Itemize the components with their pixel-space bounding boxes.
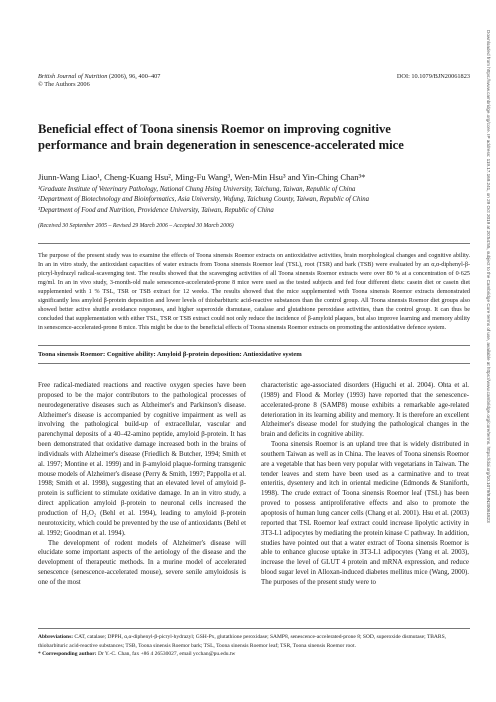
- body-paragraph: The development of rodent models of Alzheimer's disease will elucidate some important aspects of the aetiology of the disease and the development of therapeutic methods. In a murine model of accelerated senescence (senescence-accelerated mouse), severe senile amyloidosis is one of the most: [38, 539, 246, 586]
- journal-name: British Journal of Nutrition: [38, 73, 108, 80]
- received-dates: (Received 30 September 2005 – Revised 29 March 2006 – Accepted 30 March 2006): [38, 223, 234, 229]
- journal-citation: [38, 73, 160, 89]
- author-list: Jiunn-Wang Liao¹, Cheng-Kuang Hsu², Ming-Fu Wang³, Wen-Min Hsu³ and Yin-Ching Chan³*: [38, 172, 366, 182]
- body-paragraph: Free radical-mediated reactions and reactive oxygen species have been proposed to be the major contributors to the pathological processes of neurodegenerative diseases such as Alzheimer's and Parkinson's disease. Alzheimer's disease is accompanied by cognitive impairment as well as involving the pathological build-up of extracellular, vascular and parenchymal deposits of a 40–42-amino peptide, amyloid β-protein. It has been demonstrated that oxidative damage increased both in the brains of individuals with Alzheimer's disease (Friedlich & Butcher, 1994; Smith et al. 1997; Montine et al. 1999) and in β-amyloid plaque-forming transgenic mouse models of Alzheimer's disease (Perry & Smith, 1997; Pappolla et al. 1998; Smith et al. 1998), suggesting that an elevated level of amyloid β-protein is sufficient to stimulate oxidative damage. In an in vitro study, a direct application amyloid β-protein to neuronal cells increased the production of H₂O₂ (Behl et al. 1994), leading to amyloid β-protein neurotoxicity, which could be prevented by the use of antioxidants (Behl et al. 1992; Goodman et al. 1994).: [38, 382, 246, 537]
- doi-label: DOI: 10.1079/BJN20061823: [396, 73, 470, 80]
- corresponding-author-text: Dr Y.-C. Chan, fax +86 4 26530027, email ycchan@pu.edu.tw: [96, 651, 236, 658]
- journal-volume-pages: (2006), 96, 400–407: [107, 73, 161, 80]
- body-column-left: [38, 381, 246, 588]
- abbreviations-footnote: [38, 633, 470, 650]
- abstract-bottom-rule: [38, 345, 470, 346]
- download-notice-sidebar: Downloaded from https://www.cambridge.org/core. IP address: 119.17.169.241, on 29 Oct 2019 at 20:54:55, subject to the Cambridge Core terms of use, available at https://www.cambridge.org/core/terms. https://doi.org/10.1079/BJN20061823: [486, 30, 491, 523]
- copyright-line: © The Authors 2006: [38, 81, 90, 88]
- body-paragraph: characteristic age-associated disorders (Higuchi et al. 2004). Ohta et al. (1989) and Flood & Morley (1993) have reported that the senescence-accelerated-prone 8 (SAMP8) mouse exhibits a remarkable age-related deterioration in its learning ability and memory. It is therefore an excellent Alzheimer's disease model for studying the pathological changes in the brain and deficits in cognitive ability.: [261, 382, 469, 439]
- article-title: Beneficial effect of Toona sinensis Roemor on improving cognitive performance and brain degeneration in senescence-accelerated mice: [38, 122, 404, 152]
- keywords-bottom-rule: [38, 363, 470, 364]
- abstract-text: The purpose of the present study was to examine the effects of Toona sinensis Roemor extracts on antioxidative activities, brain morphological changes and cognitive ability. In an in vitro study, the antioxidant capacities of water extracts from Toona sinensis Roemor leaf (TSL), root (TSR) and bark (TSB) were evaluated by an α,α-diphenyl-β-picryl-hydrazyl radical-scavenging test. The results showed that the scavenging activities of all Toona sinensis Roemor extracts were over 80 % at a concentration of 0·625 mg/ml. In an in vivo study, 3-month-old male senescence-accelerated-prone 8 mice were used as the tested subjects and fed four different diets: casein diet or casein diet supplemented with 1 % TSL, TSR or TSB extract for 12 weeks. The results showed that the mice supplemented with Toona sinensis Roemor extracts demonstrated significantly less amyloid β-protein deposition and lower levels of thiobarbituric acid-reactive substances than the control group. All Toona sinensis Roemor diet groups also showed better active shuttle avoidance responses, and higher superoxide dismutase, catalase and glutathione peroxidase activities, than the control group. It can thus be concluded that supplementation with either TSL, TSR or TSB extract could not only reduce the incidence of β-amyloid plaques, but also improve learning and memory ability in senescence-accelerated-prone 8 mice. This might be due to the beneficial effects of Toona sinensis Roemor extracts on promoting the antioxidative defence system.: [38, 253, 470, 332]
- footnotes: [38, 633, 470, 659]
- affiliation-3: ³Department of Food and Nutrition, Providence University, Taiwan, Republic of China: [38, 206, 274, 214]
- affiliation-1: ¹Graduate Institute of Veterinary Pathology, National Chung Hsing University, Taichung, Taiwan, Republic of China: [38, 186, 356, 193]
- abbreviations-label: Abbreviations:: [38, 634, 74, 640]
- corresponding-author-footnote: [38, 650, 470, 659]
- body-paragraph: Toona sinensis Roemor is an upland tree that is widely distributed in southern Taiwan as well as in China. The leaves of Toona sinensis Roemor are a vegetable that has been very popular with vegetarians in Taiwan. The tender leaves and stem have been used as a carminative and to treat enteritis, dysentery and itch in oriental medicine (Edmonds & Staniforth, 1998). The crude extract of Toona sinensis Roemor leaf (TSL) has been proved to possess antiproliferative effects and also to promote the apoptosis of human lung cancer cells (Chang et al. 2001). Hsu et al. (2003) reported that TSL Roemor leaf extract could increase lipolytic activity in 3T3-L1 adipocytes by mediating the protein kinase C pathway. In addition, studies have pointed out that a water extract of Toona sinensis Roemor is able to enhance glucose uptake in 3T3-L1 adipocytes (Yang et al. 2003), increase the level of GLUT 4 protein and mRNA expression, and reduce blood sugar level in Alloxan-induced diabetes mellitus mice (Wang, 2000). The purposes of the present study were to: [261, 441, 469, 586]
- abbreviations-text: CAT, catalase; DPPH, α,α-diphenyl-β-picryl-hydrazyl; GSH-Px, glutathione peroxidase; SAMP8, senescence-accelerated-prone 8; SOD, superoxide dismutase; TBARS, thiobarbituric acid-reactive substances; TSB, Toona sinensis Roemor bark; TSL, Toona sinensis Roemor leaf; TSR, Toona sinensis Roemor root.: [38, 634, 447, 649]
- affiliation-2: ²Department of Biotechnology and Bioinformatics, Asia University, Wufung, Taichung County, Taiwan, Republic of China: [38, 196, 370, 204]
- corresponding-author-label: * Corresponding author:: [38, 651, 97, 658]
- affiliations: [38, 185, 468, 216]
- keywords: Toona sinensis Roemor: Cognitive ability: Amyloid β-protein deposition: Antioxidative system: [38, 351, 302, 358]
- body-column-right: [261, 381, 469, 588]
- abstract-top-rule: [38, 243, 470, 244]
- footnote-rule: [38, 628, 470, 629]
